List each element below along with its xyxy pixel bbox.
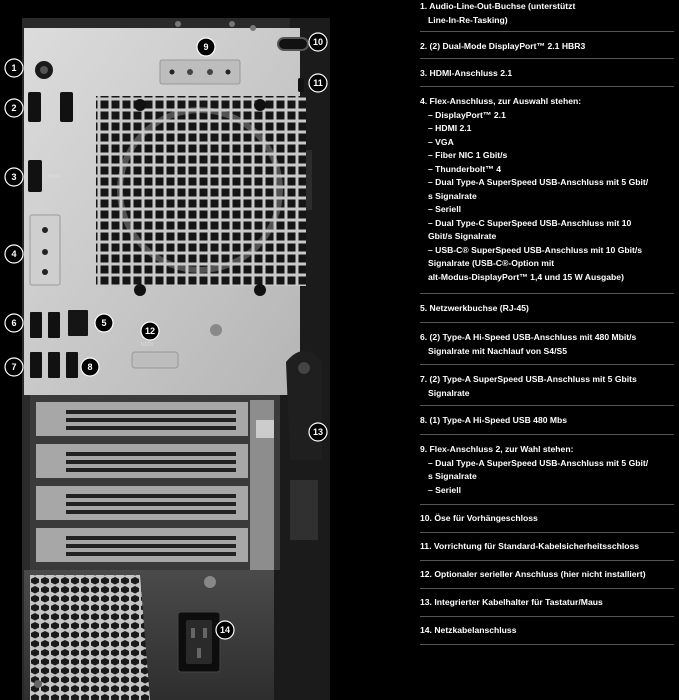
- legend-line: – Dual Type-A SuperSpeed USB-Anschluss mit 5 Gbit/: [428, 457, 649, 468]
- legend-item-12: [420, 568, 674, 582]
- callout-number: 6: [11, 318, 17, 329]
- legend-line: Line-In-Re-Tasking): [428, 14, 508, 25]
- callout-badge-10: [309, 33, 327, 51]
- usb-port: [30, 352, 42, 378]
- callout-badge-5: [95, 314, 113, 332]
- serial-port-label: IOIOI: [141, 342, 153, 348]
- legend-separator: [420, 322, 674, 323]
- fan-screw: [254, 99, 266, 111]
- legend-line: 13. Integrierter Kabelhalter für Tastatur/Maus: [420, 597, 603, 607]
- legend-line: alt-Modus-DisplayPort™ 1,4 und 15 W Ausgabe): [428, 271, 624, 282]
- psu-screw: [204, 576, 216, 588]
- callout-number: 14: [219, 625, 231, 636]
- callout-number: 5: [101, 318, 107, 329]
- callout-number: 10: [312, 37, 324, 48]
- legend-line: 10. Öse für Vorhängeschloss: [420, 513, 538, 523]
- callout-badge-2: [5, 99, 23, 117]
- usb-port: [48, 352, 60, 378]
- legend-item-14: [420, 624, 674, 638]
- screw: [229, 21, 235, 27]
- legend-line: – Seriell: [428, 204, 461, 214]
- legend-line: 4. Flex-Anschluss, zur Auswahl stehen:: [420, 96, 582, 106]
- legend-line: 14. Netzkabelanschluss: [420, 625, 517, 635]
- legend-line: s Signalrate: [428, 471, 477, 481]
- legend-line: Gbit/s Signalrate: [428, 231, 497, 241]
- screw: [175, 21, 181, 27]
- legend-line: Signalrate mit Nachlauf von S4/S5: [428, 345, 567, 356]
- legend-item-5: [420, 302, 674, 316]
- legend-item-10: [420, 512, 674, 526]
- legend-item-13: [420, 596, 674, 610]
- legend-separator: [420, 31, 674, 32]
- callout-number: 4: [11, 249, 17, 260]
- legend-item-3: [420, 67, 674, 81]
- legend-item-9: [420, 443, 674, 497]
- legend-separator: [420, 405, 674, 406]
- legend-separator: [420, 588, 674, 589]
- legend-separator: [420, 86, 674, 87]
- security-slot: [298, 78, 304, 92]
- legend-line: – USB-C® SuperSpeed USB-Anschluss mit 10 Gbit/s: [428, 244, 643, 255]
- legend-item-2: [420, 40, 674, 54]
- usb-port: [30, 312, 42, 338]
- legend-separator: [420, 644, 674, 645]
- legend-line: – Thunderbolt™ 4: [428, 163, 502, 174]
- displayport-1: [28, 92, 41, 122]
- callout-number: 3: [11, 172, 17, 183]
- fan-screw: [134, 284, 146, 296]
- displayport-2: [60, 92, 73, 122]
- padlock-loop: [278, 38, 308, 50]
- legend-line: 7. (2) Type-A SuperSpeed USB-Anschluss mit 5 Gbits: [420, 374, 637, 384]
- legend-line: 9. Flex-Anschluss 2, zur Wahl stehen:: [420, 444, 574, 454]
- usb-port: [48, 312, 60, 338]
- legend-separator: [420, 364, 674, 365]
- psu-screw: [34, 680, 42, 688]
- callout-badge-7: [5, 358, 23, 376]
- legend-line: 2. (2) Dual-Mode DisplayPort™ 2.1 HBR3: [420, 41, 586, 51]
- fan-screw: [134, 99, 146, 111]
- side-latch: [290, 480, 318, 540]
- legend-line: Signalrate (USB-C®-Option mit: [428, 258, 555, 268]
- legend-line: – Fiber NIC 1 Gbit/s: [428, 150, 508, 160]
- callout-badge-6: [5, 314, 23, 332]
- callout-number: 2: [11, 103, 17, 114]
- legend-line: 5. Netzwerkbuchse (RJ-45): [420, 303, 529, 313]
- legend-item-7: [420, 373, 674, 400]
- legend-line: – HDMI 2.1: [428, 123, 472, 133]
- callout-number: 13: [312, 427, 324, 438]
- legend-item-4: [420, 95, 674, 284]
- callout-badge-12: [141, 322, 159, 340]
- legend-separator: [420, 532, 674, 533]
- legend-item-8: [420, 414, 674, 428]
- psu-vent-grille: [30, 575, 150, 700]
- serial-port-cover: [132, 352, 178, 368]
- fan-screw: [254, 284, 266, 296]
- legend-separator: [420, 293, 674, 294]
- callout-number: 1: [11, 63, 17, 74]
- legend-line: – Seriell: [428, 484, 461, 495]
- callout-number: 7: [11, 362, 17, 373]
- legend-line: – Dual Type-A SuperSpeed USB-Anschluss mit 5 Gbit/: [428, 177, 649, 187]
- legend-item-11: [420, 540, 674, 554]
- legend-separator: [420, 434, 674, 435]
- legend-line: 1. Audio-Line-Out-Buchse (unterstützt: [420, 1, 576, 11]
- callout-number: 11: [313, 78, 323, 89]
- legend-item-6: [420, 331, 674, 358]
- fan-grille: [96, 96, 306, 286]
- hdmi-port: [28, 160, 42, 192]
- callout-badge-14: [216, 621, 234, 639]
- callout-badge-1: [5, 59, 23, 77]
- legend-separator: [420, 504, 674, 505]
- legend-separator: [420, 560, 674, 561]
- usb-port: [66, 352, 78, 378]
- callout-badge-8: [81, 358, 99, 376]
- callout-badge-9: [197, 38, 215, 56]
- legend-line: 12. Optionaler serieller Anschluss (hier nicht installiert): [420, 569, 646, 579]
- legend-separator: [420, 58, 674, 59]
- slot-retention-latch-handle: [256, 420, 274, 438]
- legend-line: Signalrate: [428, 387, 470, 398]
- legend-line: 3. HDMI-Anschluss 2.1: [420, 68, 513, 78]
- callout-number: 12: [144, 326, 156, 337]
- callout-number: 8: [87, 362, 93, 373]
- callout-badge-11: [309, 74, 327, 92]
- callout-badge-4: [5, 245, 23, 263]
- legend-line: 11. Vorrichtung für Standard-Kabelsicherheitsschloss: [420, 541, 640, 551]
- legend-line: – VGA: [428, 136, 454, 147]
- legend-line: 6. (2) Type-A Hi-Speed USB-Anschluss mit 480 Mbit/s: [420, 332, 637, 342]
- legend: [410, 0, 679, 700]
- legend-line: – Dual Type-C SuperSpeed USB-Anschluss mit 10: [428, 217, 632, 228]
- callout-number: 9: [203, 42, 209, 53]
- legend-separator: [420, 616, 674, 617]
- rj45-port: [68, 310, 88, 336]
- screw: [250, 25, 256, 31]
- legend-line: s Signalrate: [428, 190, 477, 201]
- callout-badge-3: [5, 168, 23, 186]
- legend-item-1: [420, 0, 674, 27]
- callout-badge-13: [309, 423, 327, 441]
- legend-line: 8. (1) Type-A Hi-Speed USB 480 Mbs: [420, 415, 568, 425]
- panel-screw: [210, 324, 222, 336]
- hdmi-port-label: HDMI: [48, 174, 61, 180]
- legend-line: – DisplayPort™ 2.1: [428, 109, 506, 120]
